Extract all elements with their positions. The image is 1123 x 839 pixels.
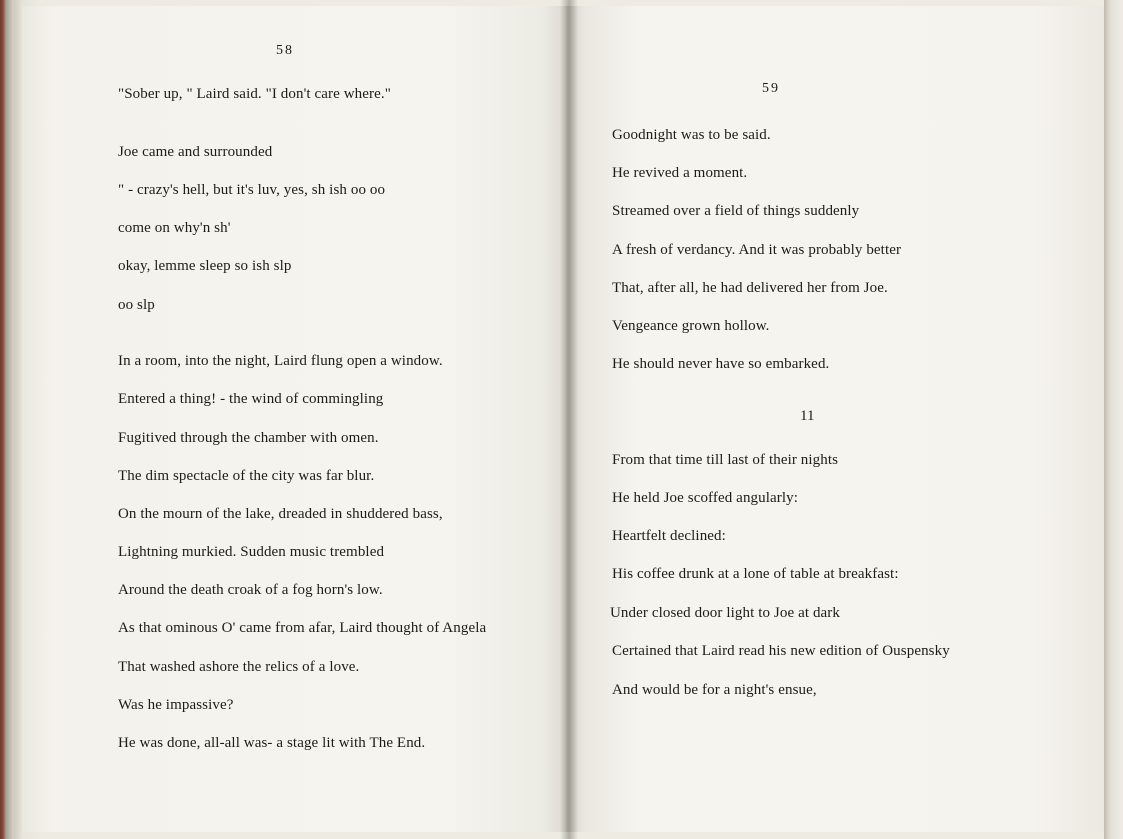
section-number: 11 [800,408,815,424]
text-line: His coffee drunk at a lone of table at breakfast: [612,566,899,582]
text-line: That washed ashore the relics of a love. [118,659,360,675]
text-line: Certained that Laird read his new edition of Ouspensky [612,643,950,659]
text-line: Joe came and surrounded [118,144,273,160]
text-line: He was done, all-all was- a stage lit with The End. [118,735,426,751]
page-number: 59 [762,81,780,96]
text-line: okay, lemme sleep so ish slp [118,258,292,274]
text-line: Under closed door light to Joe at dark [610,605,840,621]
text-line: He held Joe scoffed angularly: [612,490,798,506]
text-line: The dim spectacle of the city was far blur. [118,468,375,484]
text-line: Around the death croak of a fog horn's low. [118,582,383,598]
text-line: Entered a thing! - the wind of commingling [118,391,384,407]
book-gutter [560,0,578,839]
text-line: " - crazy's hell, but it's luv, yes, sh ish oo oo [118,182,386,198]
page-stack-edge [1104,0,1123,839]
text-line: Goodnight was to be said. [612,127,771,143]
text-line: Fugitived through the chamber with omen. [118,430,379,446]
text-line: A fresh of verdancy. And it was probably better [612,242,902,258]
right-page [566,6,1104,832]
text-line: He revived a moment. [612,165,748,181]
text-line: And would be for a night's ensue, [612,682,817,698]
text-line: Vengeance grown hollow. [612,318,770,334]
text-line: "Sober up, " Laird said. "I don't care where." [118,86,391,102]
text-line: Lightning murkied. Sudden music trembled [118,544,385,560]
text-line: As that ominous O' came from afar, Laird thought of Angela [118,620,487,636]
left-page [22,6,570,832]
text-line: From that time till last of their nights [612,452,839,468]
book-cover-edge [0,0,14,839]
text-line: Heartfelt declined: [612,528,726,544]
text-line: oo slp [118,297,155,313]
text-line: On the mourn of the lake, dreaded in shuddered bass, [118,506,443,522]
text-line: In a room, into the night, Laird flung open a window. [118,353,443,369]
text-line: come on why'n sh' [118,220,231,236]
page-number: 58 [276,43,294,58]
text-line: That, after all, he had delivered her from Joe. [612,280,888,296]
text-line: He should never have so embarked. [612,356,830,372]
text-line: Was he impassive? [118,697,234,713]
text-line: Streamed over a field of things suddenly [612,203,860,219]
